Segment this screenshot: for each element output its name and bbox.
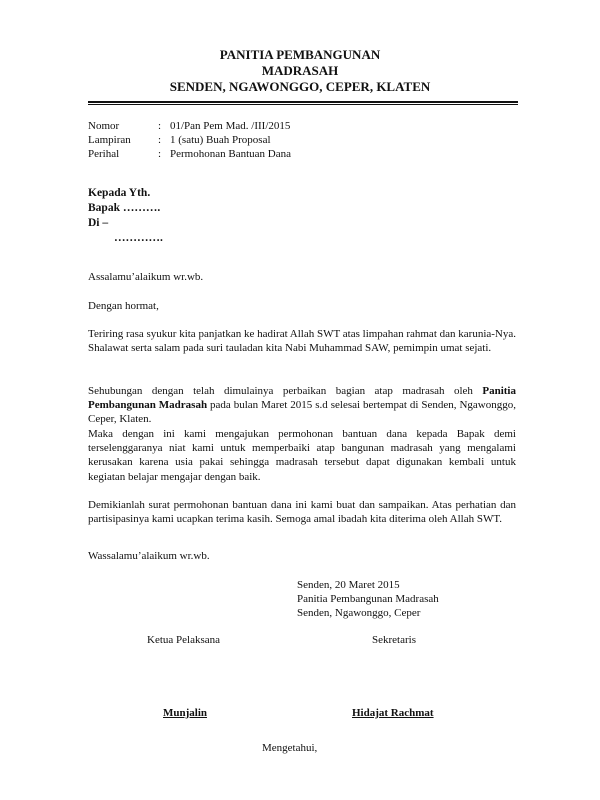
signature-name-right: Hidajat Rachmat bbox=[352, 707, 434, 719]
paragraph-3: Maka dengan ini kami mengajukan permohonan bantuan dana kepada Bapak demi terselenggaranya niat kami untuk memperbaiki atap bangunan madrasah yang mengalami kerusakan karena usia pakai sehingga madrasah tersebut dapat digunakan kembali untuk kegiatan belajar mengajar dengan baik. bbox=[88, 428, 516, 483]
address-line-4: …………. bbox=[114, 232, 163, 244]
closing-date: Senden, 20 Maret 2015 bbox=[297, 579, 400, 591]
meta-key-perihal: Perihal bbox=[88, 148, 120, 160]
address-line-3: Di – bbox=[88, 217, 109, 229]
meta-value-nomor: 01/Pan Pem Mad. /III/2015 bbox=[170, 120, 291, 132]
header-line-1: PANITIA PEMBANGUNAN bbox=[219, 47, 381, 62]
letter-meta bbox=[88, 119, 291, 161]
greeting-hormat: Dengan hormat, bbox=[88, 300, 159, 312]
paragraph-2-committee: Panitia Pembangunan Madrasah bbox=[88, 385, 516, 412]
paragraph-4: Demikianlah surat permohonan bantuan dana ini kami buat dan sampaikan. Atas perhatian dan partisipasinya kami ucapkan terima kasih. Semoga amal ibadah kita diterima oleh Allah SWT. bbox=[88, 499, 516, 526]
meta-colon: : bbox=[158, 134, 162, 146]
acknowledged-label: Mengetahui, bbox=[262, 742, 318, 754]
meta-key-nomor: Nomor bbox=[88, 120, 120, 132]
meta-row-nomor bbox=[88, 119, 291, 133]
header-divider-thin bbox=[88, 104, 518, 105]
meta-value-perihal: Permohonan Bantuan Dana bbox=[170, 148, 291, 160]
meta-colon: : bbox=[158, 120, 162, 132]
meta-colon: : bbox=[158, 148, 162, 160]
paragraph-1: Teriring rasa syukur kita panjatkan ke hadirat Allah SWT atas limpahan rahmat dan karunia-Nya. Shalawat serta salam pada suri tauladan kita Nabi Muhammad SAW, pemimpin umat sejati. bbox=[88, 328, 516, 355]
paragraph-2-post: pada bulan Maret 2015 s.d selesai bertempat di Senden, Ngawonggo, Ceper, Klaten. bbox=[88, 399, 516, 426]
meta-row-perihal bbox=[88, 147, 291, 161]
signature-title-left: Ketua Pelaksana bbox=[147, 634, 220, 646]
closing-org: Panitia Pembangunan Madrasah bbox=[297, 593, 439, 606]
closing-salam: Wassalamu’alaikum wr.wb. bbox=[88, 550, 210, 562]
header-line-2: MADRASAH bbox=[261, 63, 339, 78]
header-divider-thick bbox=[88, 101, 518, 103]
letter-header bbox=[0, 47, 600, 95]
recipient-address bbox=[88, 186, 163, 246]
signature-name-left: Munjalin bbox=[163, 707, 208, 719]
closing-place: Senden, Ngawonggo, Ceper bbox=[297, 607, 421, 620]
address-line-2: Bapak ………. bbox=[88, 202, 161, 214]
signature-title-right: Sekretaris bbox=[372, 634, 416, 646]
closing-block bbox=[297, 578, 439, 621]
greeting-salam: Assalamu’alaikum wr.wb. bbox=[88, 271, 204, 283]
meta-value-lampiran: 1 (satu) Buah Proposal bbox=[170, 134, 271, 146]
paragraph-2-pre: Sehubungan dengan telah dimulainya perbaikan bagian atap madrasah oleh bbox=[88, 385, 483, 397]
meta-row-lampiran bbox=[88, 133, 291, 147]
header-line-3: SENDEN, NGAWONGGO, CEPER, KLATEN bbox=[169, 79, 431, 94]
paragraph-2 bbox=[88, 384, 516, 427]
address-line-1: Kepada Yth. bbox=[88, 187, 151, 199]
meta-key-lampiran: Lampiran bbox=[88, 134, 131, 146]
